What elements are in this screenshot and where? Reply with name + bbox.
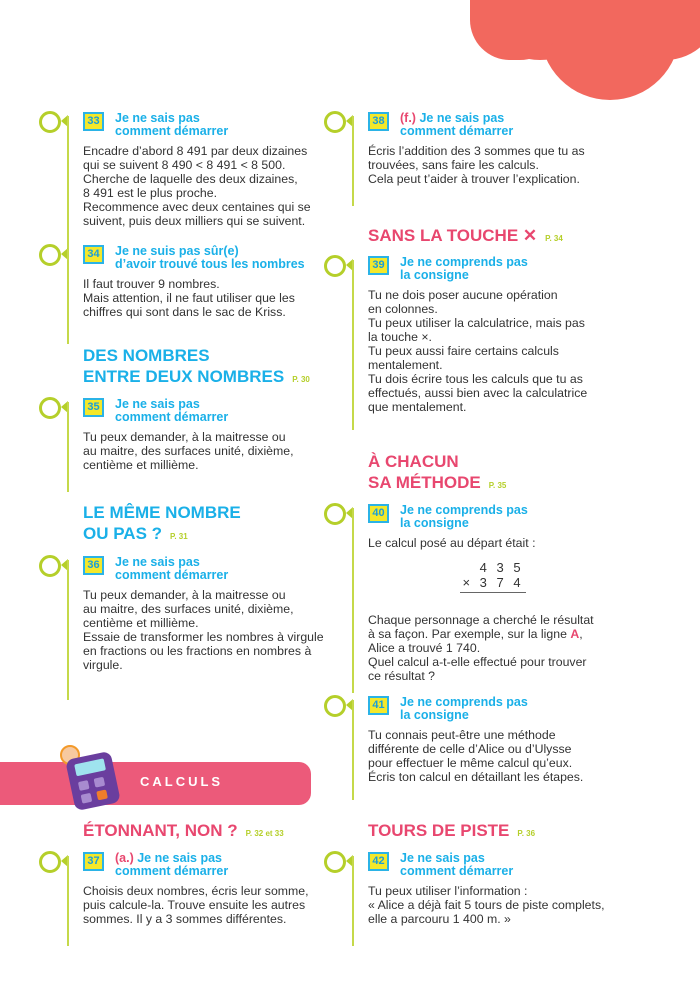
- hint-title-line: [400, 865, 618, 878]
- timeline-line: [352, 508, 354, 693]
- hint-title-line: [400, 269, 618, 282]
- hint-title: [115, 852, 333, 878]
- hint-body: [368, 144, 618, 186]
- body-line: Cela peut t’aider à trouver l’explication.: [368, 172, 580, 186]
- hint-title-line: [400, 517, 618, 530]
- heading-text: SANS LA TOUCHE ✕: [368, 226, 538, 245]
- hint-body: [83, 588, 333, 672]
- posed-multiplication: [368, 560, 618, 593]
- heading-text: ÉTONNANT, NON ?: [83, 821, 238, 840]
- body-line: différente de celle d’Alice ou d’Ulysse: [368, 742, 572, 756]
- exercise-number-badge: 34: [83, 245, 104, 264]
- heading-text: SA MÉTHODE: [368, 473, 481, 492]
- timeline-line: [352, 116, 354, 206]
- body-line: Cherche de laquelle des deux dizaines,: [83, 172, 298, 186]
- body-line: au maitre, des surfaces unité, dixième,: [83, 602, 294, 616]
- timeline-line: [67, 856, 69, 946]
- page-reference: P. 31: [170, 532, 188, 541]
- hint-title: [400, 112, 618, 138]
- body-line: Encadre d’abord 8 491 par deux dizaines: [83, 144, 308, 158]
- hint-body: [368, 536, 618, 683]
- heading-text: ENTRE DEUX NOMBRES: [83, 367, 285, 386]
- body-line: Tu peux aussi faire certains calculs: [368, 344, 559, 358]
- exercise-number-badge: 35: [83, 398, 104, 417]
- calc-line: × 3 7 4: [462, 575, 524, 590]
- hint-title-line: [115, 569, 333, 582]
- body-line: qui se suivent 8 490 < 8 491 < 8 500.: [83, 158, 286, 172]
- hint-item: [368, 852, 618, 926]
- hint-title: [115, 112, 333, 138]
- hint-title-line: [115, 125, 333, 138]
- hint-item: [368, 696, 618, 784]
- bullet-circle-icon: [324, 111, 346, 133]
- heading-line: [368, 225, 563, 249]
- page-reference: P. 32 et 33: [245, 829, 284, 838]
- bullet-circle-icon: [39, 111, 61, 133]
- timeline-line: [67, 402, 69, 492]
- body-line: virgule.: [83, 658, 123, 672]
- hint-item: [368, 112, 618, 186]
- line-label: A: [570, 627, 580, 641]
- hint-body: [83, 277, 333, 319]
- hint-title-text: Je ne comprends pas: [400, 255, 528, 269]
- heading-text: LE MÊME NOMBRE: [83, 503, 241, 522]
- body-text: à sa façon. Par exemple, sur la ligne: [368, 627, 571, 641]
- hint-title: [400, 852, 618, 878]
- body-line: la touche ×.: [368, 330, 432, 344]
- heading-line: [83, 523, 241, 547]
- body-line: suivent, puis deux milliers qui se suivent.: [83, 214, 306, 228]
- exercise-number-badge: 41: [368, 696, 389, 715]
- hint-title-text: la consigne: [400, 268, 469, 282]
- hint-body: [368, 728, 618, 784]
- hint-body: [368, 288, 618, 414]
- exercise-number-badge: 39: [368, 256, 389, 275]
- hint-item: [83, 398, 333, 472]
- timeline-line: [352, 856, 354, 946]
- heading-line: [83, 366, 310, 390]
- calculator-screen: [74, 758, 106, 776]
- hint-title-text: Je ne sais pas: [400, 851, 485, 865]
- exercise-part-label: (a.): [115, 851, 134, 865]
- bullet-circle-icon: [324, 503, 346, 525]
- heading-text: DES NOMBRES: [83, 346, 210, 365]
- heading-line: [83, 820, 284, 844]
- body-line: « Alice a déjà fait 5 tours de piste complets,: [368, 898, 605, 912]
- body-line: mentalement.: [368, 358, 443, 372]
- body-line: Le calcul posé au départ était :: [368, 536, 536, 550]
- exercise-number-badge: 42: [368, 852, 389, 871]
- hint-title-text: Je ne comprends pas: [400, 503, 528, 517]
- section-heading: [368, 820, 535, 844]
- body-line: puis calcule-la. Trouve ensuite les autres: [83, 898, 306, 912]
- body-line: sommes. Il y a 3 sommes différentes.: [83, 912, 287, 926]
- hint-title-text: Je ne sais pas: [115, 397, 200, 411]
- hint-title-text: comment démarrer: [115, 124, 229, 138]
- body-line: en colonnes.: [368, 302, 438, 316]
- body-line: Alice a trouvé 1 740.: [368, 641, 481, 655]
- hint-title: [115, 398, 333, 424]
- calc-line: 4 3 5: [479, 560, 524, 575]
- hint-item: [83, 112, 333, 228]
- body-line: Quel calcul a-t-elle effectué pour trouver: [368, 655, 587, 669]
- hint-title-text: comment démarrer: [400, 124, 514, 138]
- section-heading: [83, 502, 241, 547]
- body-line: pour effectuer le même calcul qu’eux.: [368, 756, 573, 770]
- page-reference: P. 34: [545, 234, 563, 243]
- timeline-line: [352, 260, 354, 430]
- page-reference: P. 35: [488, 481, 507, 490]
- body-line: ce résultat ?: [368, 669, 435, 683]
- hint-body: [83, 144, 333, 228]
- body-line: centième et millième.: [83, 458, 199, 472]
- section-heading: [83, 345, 310, 390]
- hint-item: [83, 852, 333, 926]
- bullet-circle-icon: [39, 851, 61, 873]
- calculator-key: [78, 780, 90, 791]
- page-reference: P. 36: [517, 829, 536, 838]
- hint-title-text: comment démarrer: [115, 410, 229, 424]
- hint-title-line: [400, 709, 618, 722]
- body-line: Recommence avec deux centaines qui se: [83, 200, 311, 214]
- heading-text: TOURS DE PISTE: [368, 821, 510, 840]
- body-line: Tu dois écrire tous les calculs que tu as: [368, 372, 583, 386]
- section-banner: [0, 762, 311, 805]
- body-line: elle a parcouru 1 400 m. »: [368, 912, 511, 926]
- hint-title-text: comment démarrer: [400, 864, 514, 878]
- hint-title-text: comment démarrer: [115, 568, 229, 582]
- body-line: Tu ne dois poser aucune opération: [368, 288, 558, 302]
- body-line: Tu peux demander, à la maitresse ou: [83, 588, 286, 602]
- body-text: ,: [579, 627, 583, 641]
- calculator-key: [81, 793, 93, 804]
- exercise-number-badge: 37: [83, 852, 104, 871]
- hint-title-text: d’avoir trouvé tous les nombres: [115, 257, 305, 271]
- hint-title-text: la consigne: [400, 516, 469, 530]
- heading-line: [368, 820, 535, 844]
- body-line: 8 491 est le plus proche.: [83, 186, 217, 200]
- body-line: Tu peux utiliser l’information :: [368, 884, 528, 898]
- section-heading: [368, 225, 563, 249]
- hint-title-text: Je ne sais pas: [419, 111, 505, 125]
- body-line: Tu peux utiliser la calculatrice, mais pas: [368, 316, 585, 330]
- hint-item: [83, 245, 333, 319]
- heading-line: [83, 502, 241, 523]
- timeline-line: [67, 249, 69, 344]
- exercise-part-label: (f.): [400, 111, 416, 125]
- hint-title: [400, 256, 618, 282]
- body-line: Mais attention, il ne faut utiliser que les: [83, 291, 295, 305]
- hint-title-line: [400, 125, 618, 138]
- body-line: centième et millième.: [83, 616, 199, 630]
- exercise-number-badge: 38: [368, 112, 389, 131]
- bullet-circle-icon: [39, 244, 61, 266]
- calculator-key: [96, 789, 108, 800]
- body-line: Tu peux demander, à la maitresse ou: [83, 430, 286, 444]
- body-line: Écris ton calcul en détaillant les étapes.: [368, 770, 584, 784]
- calculator-key: [94, 777, 106, 788]
- body-line: [368, 627, 618, 641]
- calculator-icon: [65, 751, 121, 811]
- hint-item: [368, 256, 618, 414]
- exercise-number-badge: 36: [83, 556, 104, 575]
- hint-body: [368, 884, 618, 926]
- hint-item: [368, 504, 618, 683]
- hint-title-text: comment démarrer: [115, 864, 229, 878]
- hint-item: [83, 556, 333, 672]
- body-line: effectués, aussi bien avec la calculatrice: [368, 386, 588, 400]
- heading-line: [368, 472, 506, 496]
- bullet-circle-icon: [324, 695, 346, 717]
- body-line: Essaie de transformer les nombres à virgule: [83, 630, 324, 644]
- bullet-circle-icon: [324, 255, 346, 277]
- body-line: au maitre, des surfaces unité, dixième,: [83, 444, 294, 458]
- hint-body: [83, 884, 333, 926]
- hint-title-text: Je ne sais pas: [137, 851, 223, 865]
- exercise-number-badge: 33: [83, 112, 104, 131]
- body-line: Tu connais peut-être une méthode: [368, 728, 556, 742]
- heading-text: OU PAS ?: [83, 524, 163, 543]
- hint-title: [400, 504, 618, 530]
- body-line: Chaque personnage a cherché le résultat: [368, 613, 594, 627]
- hint-title-text: la consigne: [400, 708, 469, 722]
- heading-text: À CHACUN: [368, 452, 459, 471]
- hint-title-text: Je ne suis pas sûr(e): [115, 244, 239, 258]
- section-heading: [368, 451, 506, 496]
- bullet-circle-icon: [39, 397, 61, 419]
- hint-title: [400, 696, 618, 722]
- hint-body: [83, 430, 333, 472]
- hint-title-text: Je ne sais pas: [115, 555, 200, 569]
- page-reference: P. 30: [292, 375, 310, 384]
- body-line: chiffres qui sont dans le sac de Kriss.: [83, 305, 286, 319]
- body-line: trouvées, sans faire les calculs.: [368, 158, 539, 172]
- hint-title: [115, 245, 333, 271]
- section-heading: [83, 820, 284, 844]
- bullet-circle-icon: [324, 851, 346, 873]
- hint-title-text: Je ne sais pas: [115, 111, 200, 125]
- banner-label: CALCULS: [140, 774, 224, 789]
- multiplication-operands: [460, 560, 525, 593]
- hint-title-line: [115, 258, 333, 271]
- bullet-circle-icon: [39, 555, 61, 577]
- heading-line: [368, 451, 506, 472]
- exercise-number-badge: 40: [368, 504, 389, 523]
- body-line: en fractions ou les fractions en nombres à: [83, 644, 312, 658]
- hint-title-line: [115, 411, 333, 424]
- body-line: Choisis deux nombres, écris leur somme,: [83, 884, 309, 898]
- body-line: Il faut trouver 9 nombres.: [83, 277, 220, 291]
- hint-title-text: Je ne comprends pas: [400, 695, 528, 709]
- body-line: Écris l’addition des 3 sommes que tu as: [368, 144, 585, 158]
- timeline-line: [352, 700, 354, 800]
- timeline-line: [67, 560, 69, 700]
- hint-title-line: [115, 865, 333, 878]
- body-line: que mentalement.: [368, 400, 467, 414]
- hint-title: [115, 556, 333, 582]
- heading-line: [83, 345, 310, 366]
